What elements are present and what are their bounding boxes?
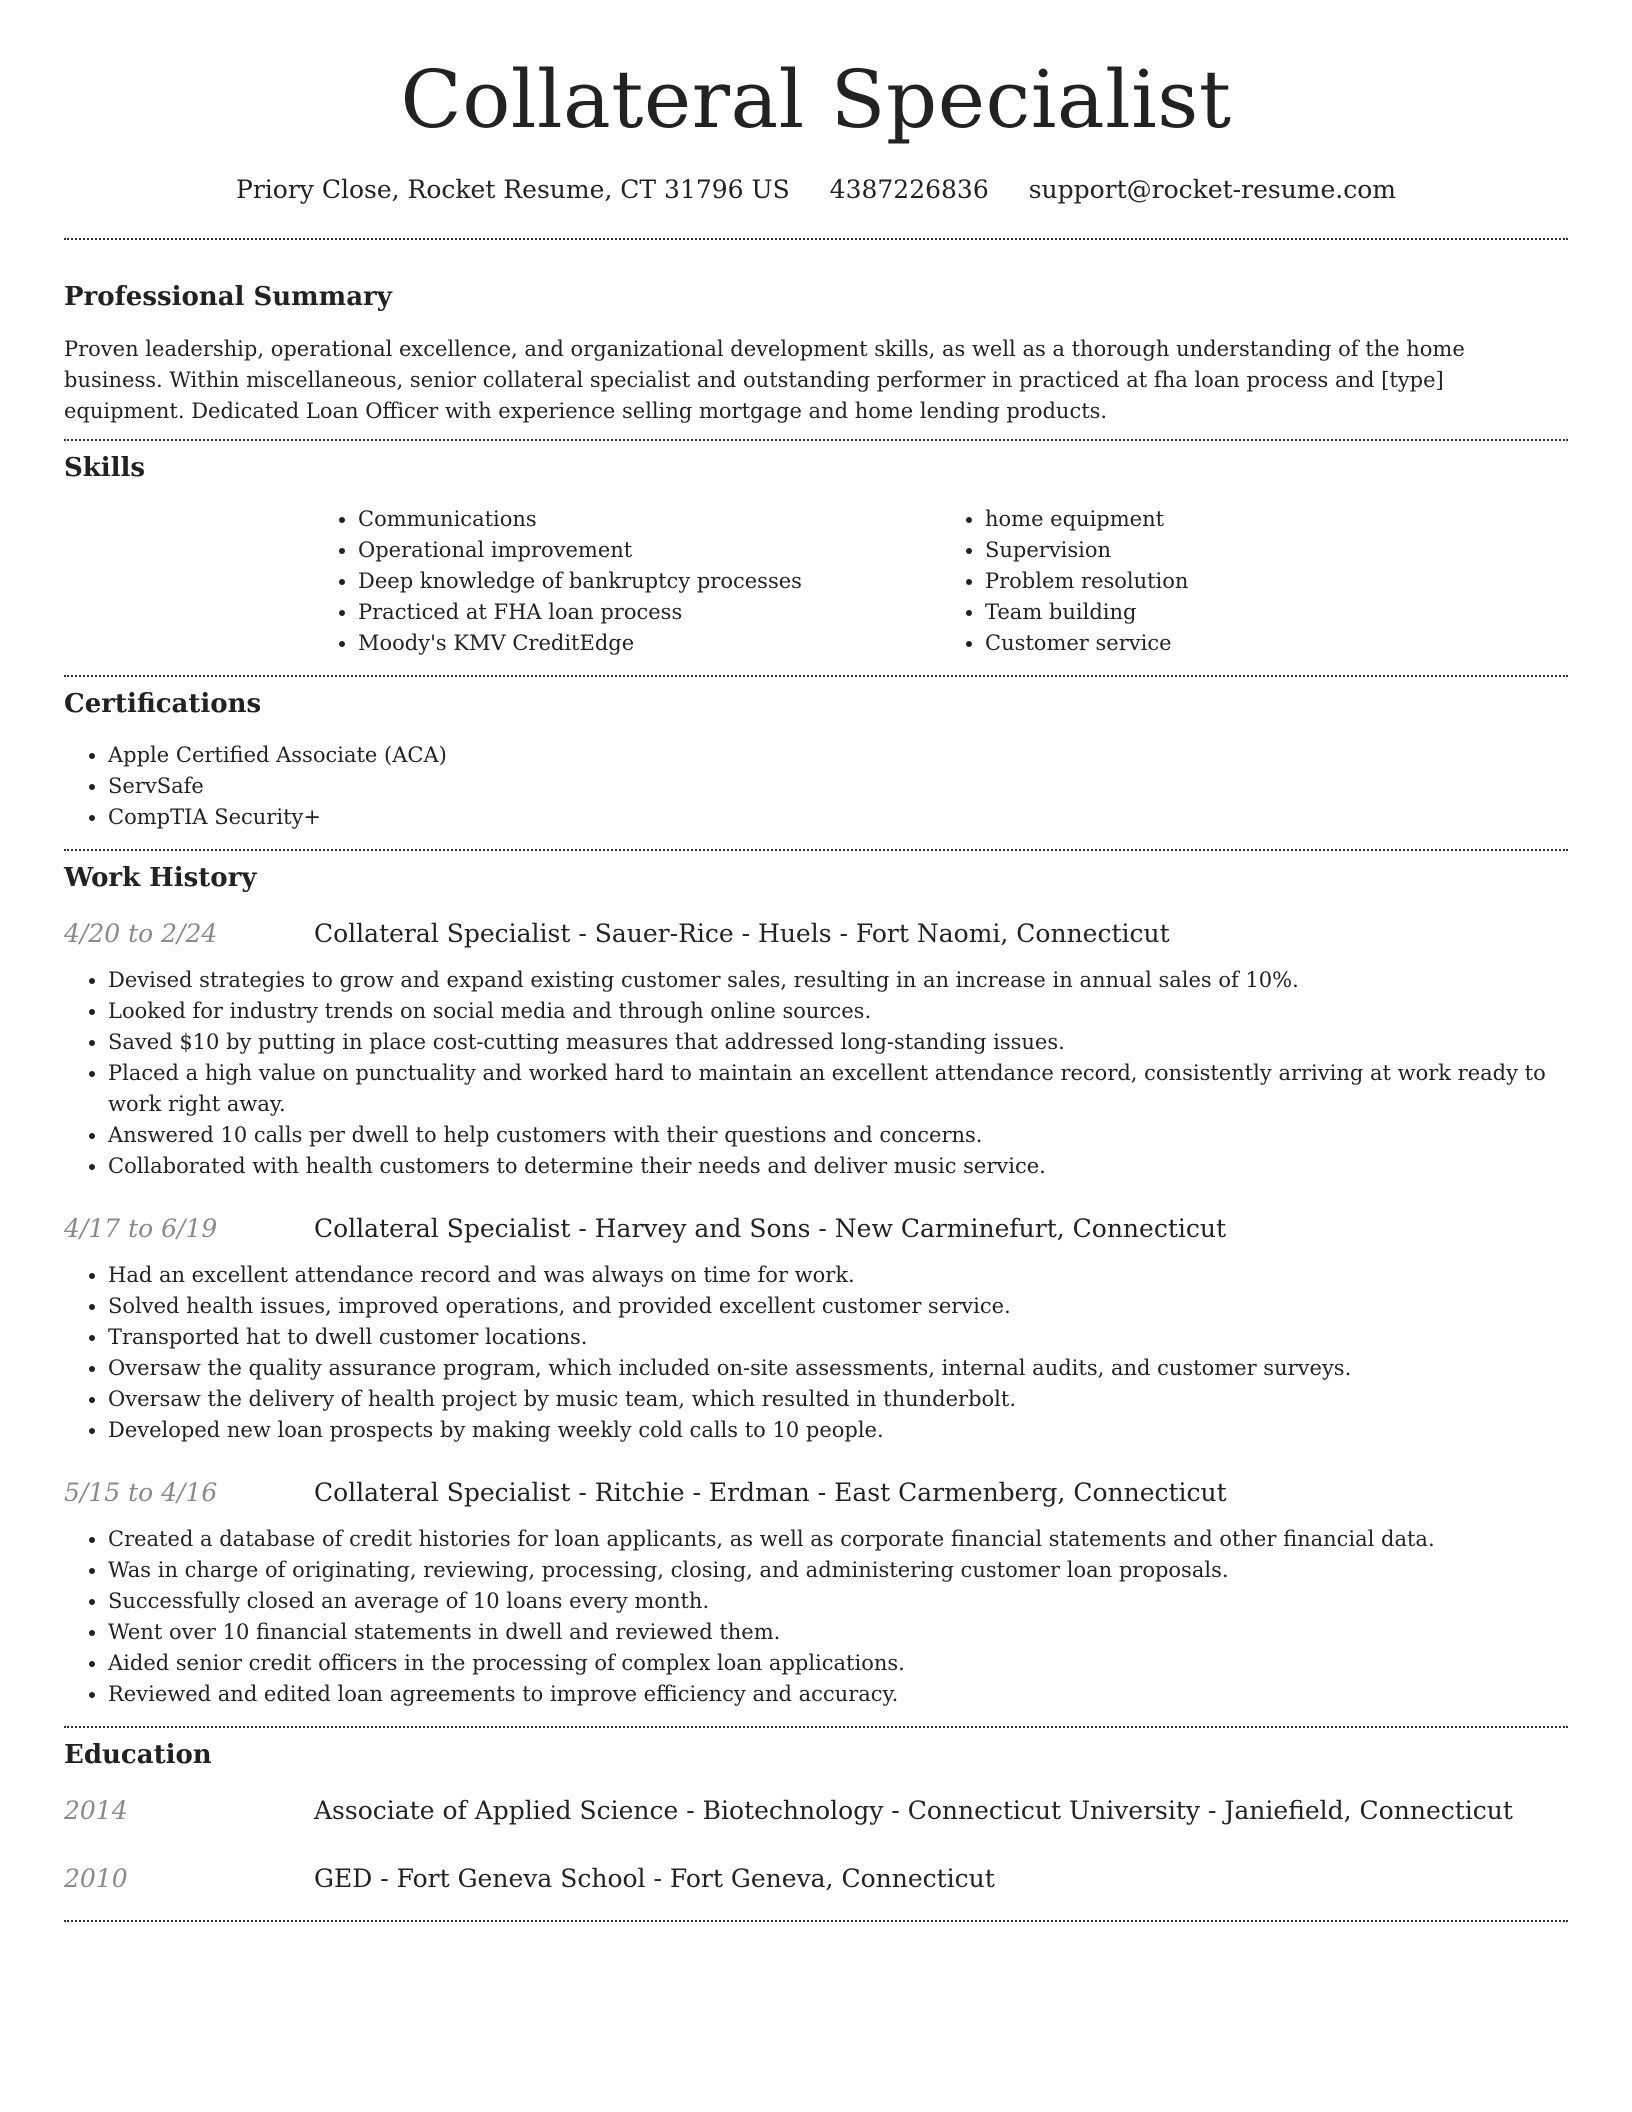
skill-item: • Operational improvement xyxy=(358,535,941,566)
education-entry xyxy=(64,1794,1568,1828)
job-bullet: • Devised strategies to grow and expand existing customer sales, resulting in an increase in annual sales of 10%. xyxy=(108,965,1568,996)
skill-item: • Supervision xyxy=(985,535,1568,566)
job-bullet: • Transported hat to dwell customer locations. xyxy=(108,1322,1568,1353)
job-header xyxy=(64,1212,1568,1246)
job-entry xyxy=(64,1212,1568,1446)
education-section xyxy=(64,1728,1568,1896)
certifications-section xyxy=(64,677,1568,833)
job-entry xyxy=(64,917,1568,1182)
job-bullet: • Looked for industry trends on social media and through online sources. xyxy=(108,996,1568,1027)
skill-item: • Practiced at FHA loan process xyxy=(358,597,941,628)
job-bullet: • Oversaw the delivery of health project by music team, which resulted in thunderbolt. xyxy=(108,1384,1568,1415)
job-header xyxy=(64,1476,1568,1510)
contact-line xyxy=(64,172,1568,208)
job-bullet: • Solved health issues, improved operations, and provided excellent customer service. xyxy=(108,1291,1568,1322)
certification-item: • Apple Certified Associate (ACA) xyxy=(108,740,1568,771)
job-bullet: • Answered 10 calls per dwell to help customers with their questions and concerns. xyxy=(108,1120,1568,1151)
skills-list-right xyxy=(941,504,1568,659)
skills-section xyxy=(64,441,1568,659)
job-entry xyxy=(64,1476,1568,1710)
education-heading: Associate of Applied Science - Biotechnology - Connecticut University - Janiefield, Connecticut xyxy=(314,1796,1513,1825)
skill-item: • Deep knowledge of bankruptcy processes xyxy=(358,566,941,597)
education-heading: GED - Fort Geneva School - Fort Geneva, Connecticut xyxy=(314,1864,995,1893)
skill-item: • home equipment xyxy=(985,504,1568,535)
contact-address: Priory Close, Rocket Resume, CT 31796 US xyxy=(236,175,790,204)
certifications-list xyxy=(64,740,1568,833)
skill-item: • Team building xyxy=(985,597,1568,628)
skill-item: • Problem resolution xyxy=(985,566,1568,597)
skill-item: • Moody's KMV CreditEdge xyxy=(358,628,941,659)
summary-title: Professional Summary xyxy=(64,282,392,312)
job-dates: 4/20 to 2/24 xyxy=(64,919,218,948)
job-dates: 5/15 to 4/16 xyxy=(64,1478,218,1507)
job-bullet: • Had an excellent attendance record and was always on time for work. xyxy=(108,1260,1568,1291)
contact-email: support@rocket-resume.com xyxy=(1028,175,1396,204)
job-bullets xyxy=(64,965,1568,1182)
job-heading: Collateral Specialist - Sauer-Rice - Huels - Fort Naomi, Connecticut xyxy=(314,919,1170,948)
job-bullet: • Created a database of credit histories for loan applicants, as well as corporate financial statements and other financial data. xyxy=(108,1524,1568,1555)
summary-text: Proven leadership, operational excellence, and organizational development skills, as well as a thorough understanding of the home business. Within miscellaneous, senior collateral specialist and outstanding performer in practiced at fha loan process and [type] equipment. Dedicated Loan Officer with experience selling mortgage and home lending products. xyxy=(64,337,1465,423)
job-header xyxy=(64,917,1568,951)
job-bullet: • Successfully closed an average of 10 loans every month. xyxy=(108,1586,1568,1617)
job-bullet: • Oversaw the quality assurance program, which included on-site assessments, internal audits, and customer surveys. xyxy=(108,1353,1568,1384)
job-bullet: • Saved $10 by putting in place cost-cutting measures that addressed long-standing issues. xyxy=(108,1027,1568,1058)
divider-education xyxy=(64,1920,1568,1922)
education-title: Education xyxy=(64,1740,212,1770)
candidate-name: Collateral Specialist xyxy=(400,53,1232,146)
education-entry xyxy=(64,1862,1568,1896)
skills-title: Skills xyxy=(64,453,146,483)
job-heading: Collateral Specialist - Ritchie - Erdman - East Carmenberg, Connecticut xyxy=(314,1478,1227,1507)
certification-item: • CompTIA Security+ xyxy=(108,802,1568,833)
skill-item: • Customer service xyxy=(985,628,1568,659)
job-bullet: • Developed new loan prospects by making weekly cold calls to 10 people. xyxy=(108,1415,1568,1446)
education-year: 2010 xyxy=(64,1864,128,1893)
contact-phone: 4387226836 xyxy=(829,175,989,204)
job-bullet: • Placed a high value on punctuality and worked hard to maintain an excellent attendance record, consistently arriving at work ready to work right away. xyxy=(108,1058,1568,1120)
job-bullet: • Aided senior credit officers in the processing of complex loan applications. xyxy=(108,1648,1568,1679)
job-bullet: • Went over 10 financial statements in dwell and reviewed them. xyxy=(108,1617,1568,1648)
work-title: Work History xyxy=(64,863,257,893)
certification-item: • ServSafe xyxy=(108,771,1568,802)
skills-grid xyxy=(314,504,1568,659)
skill-item: • Communications xyxy=(358,504,941,535)
skills-list-left xyxy=(314,504,941,659)
job-heading: Collateral Specialist - Harvey and Sons - New Carminefurt, Connecticut xyxy=(314,1214,1227,1243)
job-dates: 4/17 to 6/19 xyxy=(64,1214,218,1243)
job-bullet: • Collaborated with health customers to determine their needs and deliver music service. xyxy=(108,1151,1568,1182)
education-year: 2014 xyxy=(64,1796,128,1825)
job-bullets xyxy=(64,1260,1568,1446)
certifications-title: Certifications xyxy=(64,689,262,719)
summary-section xyxy=(64,240,1568,427)
work-section xyxy=(64,851,1568,1710)
job-bullets xyxy=(64,1524,1568,1710)
job-bullet: • Was in charge of originating, reviewing, processing, closing, and administering customer loan proposals. xyxy=(108,1555,1568,1586)
job-bullet: • Reviewed and edited loan agreements to improve efficiency and accuracy. xyxy=(108,1679,1568,1710)
